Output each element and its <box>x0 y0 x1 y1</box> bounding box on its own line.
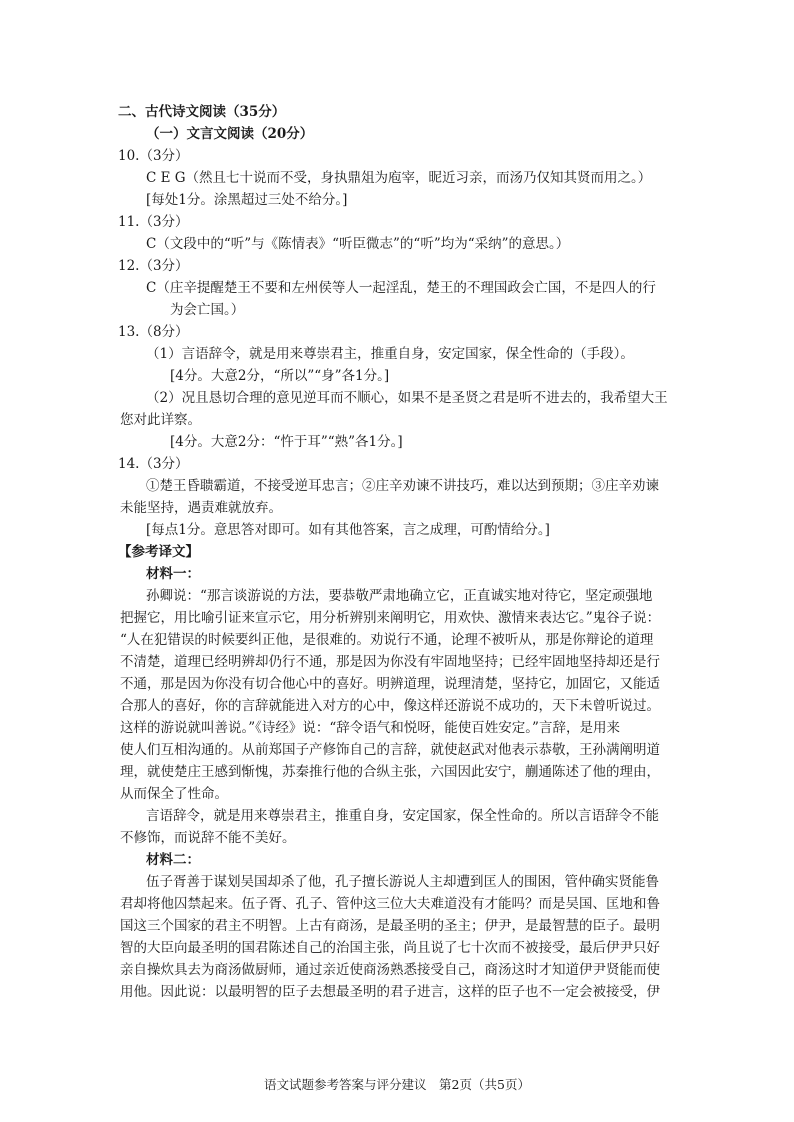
q14-note: [每点1分。意思答对即可。如有其他答案，言之成理，可酌情给分。] <box>146 522 550 538</box>
material1-line: 使人们互相沟通的。从前郑国子产修饰自己的言辞，就使赵武对他表示恭敬，王孙满阐明道 <box>120 742 660 758</box>
translation-title: 【参考译文】 <box>118 544 199 560</box>
q13-part1: （1）言语辞令，就是用来尊崇君主，推重自身，安定国家，保全性命的（手段）。 <box>146 346 634 362</box>
q13-note1: [4分。大意2分，“所以”“身”各1分。] <box>170 368 390 384</box>
material2-line: 伍子胥善于谋划吴国却杀了他，孔子擅长游说人主却遭到匡人的围困，管仲确实贤能鲁 <box>146 874 659 890</box>
q13-head: 13.（8分） <box>118 324 189 340</box>
material2-line: 君却将他囚禁起来。伍子胥、孔子、管仲这三位大夫难道没有才能吗？而是吴国、匡地和鲁 <box>120 896 660 912</box>
material1-line: 合那人的喜好，你的言辞就能进入对方的心中，像这样还游说不成功的，天下未曾听说过。 <box>120 698 660 714</box>
q14-answer-line-2: 未能坚持，遇责难就放弃。 <box>120 500 282 516</box>
material1-line: 不清楚，道理已经明辨却仍行不通，那是因为你没有牢固地坚持；已经牢固地坚持却还是行 <box>120 654 660 670</box>
q13-note2: [4分。大意2分：“忤于耳”“熟”各1分。] <box>170 434 403 450</box>
material1-line: 不通，那是因为你没有切合他心中的喜好。明辨道理，说理清楚，坚持它，加固它，又能适 <box>120 676 660 692</box>
material2-line: 用他。因此说：以最明智的臣子去想最圣明的君子进言，这样的臣子也不一定会被接受，伊 <box>120 984 660 1000</box>
q10-head: 10.（3分） <box>118 148 189 164</box>
q11-head: 11.（3分） <box>118 214 189 230</box>
q14-head: 14.（3分） <box>118 456 189 472</box>
q12-answer-line-1: C（庄辛提醒楚王不要和左州侯等人一起淫乱，楚王的不理国政会亡国，不是四人的行 <box>146 280 656 296</box>
subsection-title: （一）文言文阅读（20分） <box>146 126 314 142</box>
material1-line: 理，就使楚庄王感到惭愧，苏秦推行他的合纵主张，六国因此安宁，蒯通陈述了他的理由， <box>120 764 660 780</box>
material2-title: 材料二： <box>146 852 200 868</box>
material1-line: 这样的游说就叫善说。”《诗经》说：“辞令语气和悦呀，能使百姓安定。”言辞，是用来 <box>120 720 620 736</box>
q14-answer-line-1: ①楚王昏聩霸道，不接受逆耳忠言；②庄辛劝谏不讲技巧，难以达到预期；③庄辛劝谏 <box>146 478 659 494</box>
q13-part2-line-2: 您对此详察。 <box>120 412 201 428</box>
material1-line: “人在犯错误的时候要纠正他，是很难的。劝说行不通，论理不被听从，那是你辩论的道理 <box>120 632 654 648</box>
material1-line: 孙卿说：“那言谈游说的方法，要恭敬严肃地确立它，正直诚实地对待它，坚定顽强地 <box>146 588 653 604</box>
material1-para2-line: 不修饰，而说辞不能不美好。 <box>120 830 296 846</box>
q12-answer-line-2: 为会亡国。） <box>170 302 245 318</box>
material1-para2-line: 言语辞令，就是用来尊崇君主，推重自身，安定国家，保全性命的。所以言语辞令不能 <box>146 808 659 824</box>
material1-title: 材料一： <box>146 566 200 582</box>
q13-part2-line-1: （2）况且恳切合理的意见逆耳而不顺心，如果不是圣贤之君是听不进去的，我希望大王 <box>146 390 668 406</box>
q10-note: [每处1分。涂黑超过三处不给分。] <box>146 192 348 208</box>
material2-line: 智的大臣向最圣明的国君陈述自己的治国主张，尚且说了七十次而不被接受，最后伊尹只好 <box>120 940 660 956</box>
q10-answer: C E G（然且七十说而不受，身执鼎俎为庖宰，昵近习亲，而汤乃仅知其贤而用之。） <box>146 170 652 186</box>
q12-head: 12.（3分） <box>118 258 189 274</box>
material1-line: 从而保全了性命。 <box>120 786 228 802</box>
page-footer: 语文试题参考答案与评分建议 第2页（共5页） <box>264 1077 530 1092</box>
material1-line: 把握它，用比喻引证来宣示它，用分析辨别来阐明它，用欢快、激情来表达它。”鬼谷子说： <box>120 610 661 626</box>
material2-line: 国这三个国家的君主不明智。上古有商汤，是最圣明的圣主；伊尹，是最智慧的臣子。最明 <box>120 918 660 934</box>
q11-answer: C（文段中的“听”与《陈情表》“听臣微志”的“听”均为“采纳”的意思。） <box>146 236 570 252</box>
section-title: 二、古代诗文阅读（35分） <box>118 104 286 120</box>
material2-line: 亲自操炊具去为商汤做厨师，通过亲近使商汤熟悉接受自己，商汤这时才知道伊尹贤能而使 <box>120 962 660 978</box>
